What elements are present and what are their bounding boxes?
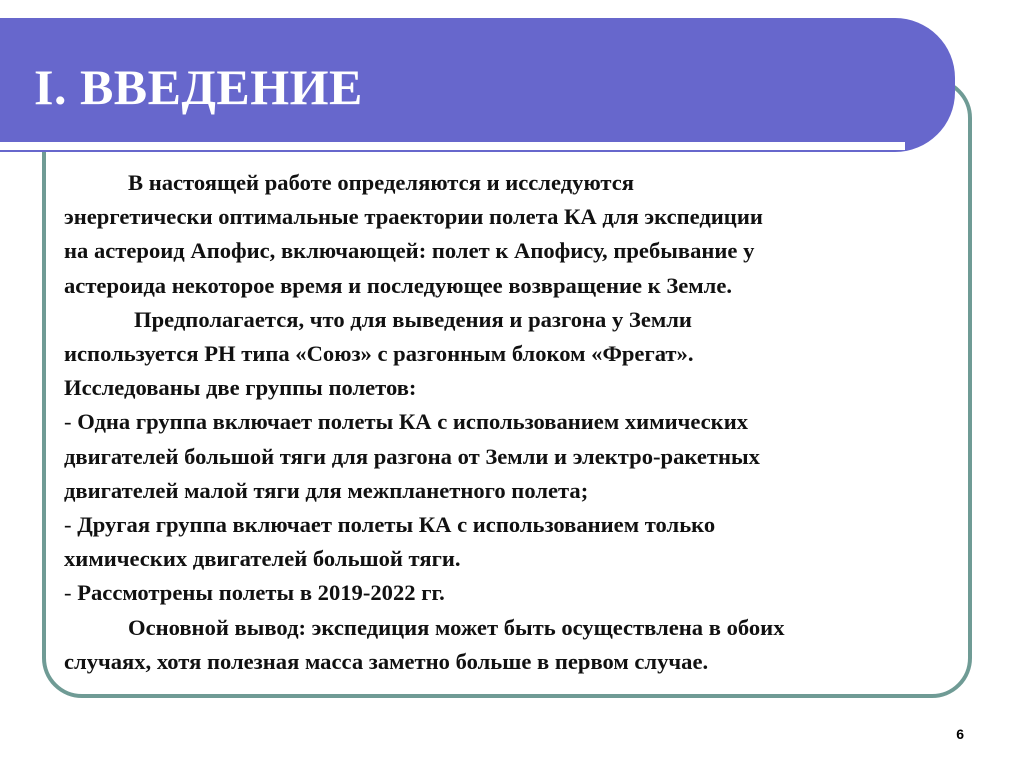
bullet-text: Одна группа включает полеты КА с использованием химических xyxy=(77,409,749,435)
body-line: Исследованы две группы полетов: xyxy=(64,375,417,401)
slide-body xyxy=(64,166,964,679)
body-line: энергетически оптимальные траектории полета КА для экспедиции xyxy=(64,204,763,230)
bullet-line xyxy=(64,405,964,439)
slide-title: I. ВВЕДЕНИЕ xyxy=(34,59,363,115)
bullet-text: Другая группа включает полеты КА с использованием только xyxy=(77,512,716,538)
bullet-line xyxy=(64,508,964,542)
bullet-text: Рассмотрены полеты в 2019-2022 гг. xyxy=(77,580,445,606)
title-underline xyxy=(0,142,905,150)
body-line: на астероид Апофис, включающей: полет к Апофису, пребывание у xyxy=(64,238,755,264)
bullet-line xyxy=(64,576,964,610)
title-bar xyxy=(0,18,955,152)
bullet-dash: - xyxy=(64,512,72,538)
bullet-dash: - xyxy=(64,409,72,435)
body-line: химических двигателей большой тяги. xyxy=(64,546,461,572)
bullet-dash: - xyxy=(64,580,72,606)
page-number: 6 xyxy=(956,726,964,742)
body-line: Основной вывод: экспедиция может быть осуществлена в обоих xyxy=(128,614,785,640)
body-line: двигателей большой тяги для разгона от Земли и электро-ракетных xyxy=(64,443,760,469)
body-line: астероида некоторое время и последующее возвращение к Земле. xyxy=(64,272,733,298)
body-line: В настоящей работе определяются и исследуются xyxy=(128,170,635,195)
body-line: Предполагается, что для выведения и разгона у Земли xyxy=(134,306,692,332)
body-line: случаях, хотя полезная масса заметно больше в первом случае. xyxy=(64,648,709,674)
body-line: используется РН типа «Союз» с разгонным блоком «Фрегат». xyxy=(64,341,694,367)
body-line: двигателей малой тяги для межпланетного полета; xyxy=(64,477,589,503)
